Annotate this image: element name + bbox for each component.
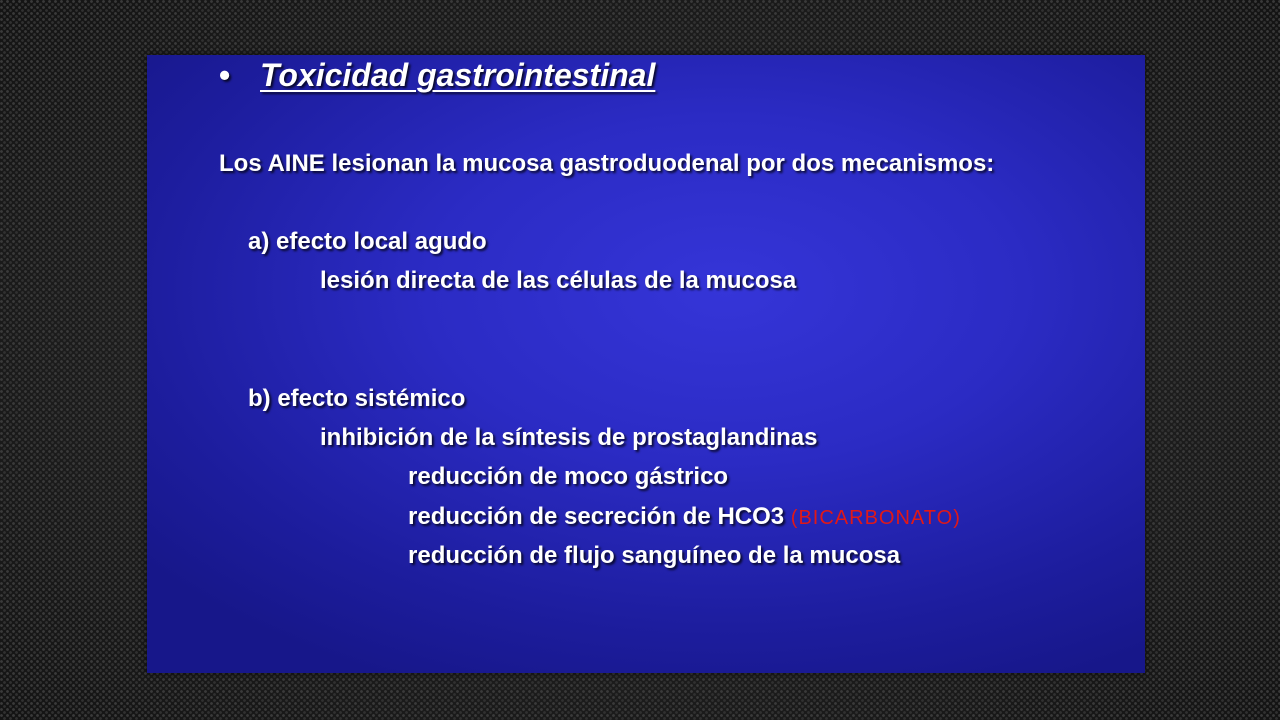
title-bullet: • [219, 57, 231, 93]
effect-mucus: reducción de moco gástrico [408, 463, 729, 490]
bicarbonate-note: (BICARBONATO) [790, 507, 961, 529]
mechanism-b-label: b) efecto sistémico [248, 385, 466, 412]
effect-bicarbonate-text: reducción de secreción de HCO3 [408, 503, 785, 530]
mechanism-a-detail: lesión directa de las células de la mucosa [320, 267, 797, 294]
effect-blood-flow: reducción de flujo sanguíneo de la mucosa [408, 542, 901, 569]
effect-bicarbonate [408, 503, 961, 531]
slide [147, 55, 1145, 673]
intro-text: Los AINE lesionan la mucosa gastroduodenal por dos mecanismos: [219, 150, 995, 177]
mechanism-b-detail: inhibición de la síntesis de prostaglandinas [320, 424, 818, 451]
mechanism-a-label: a) efecto local agudo [248, 228, 487, 255]
slide-title: Toxicidad gastrointestinal [260, 57, 656, 93]
